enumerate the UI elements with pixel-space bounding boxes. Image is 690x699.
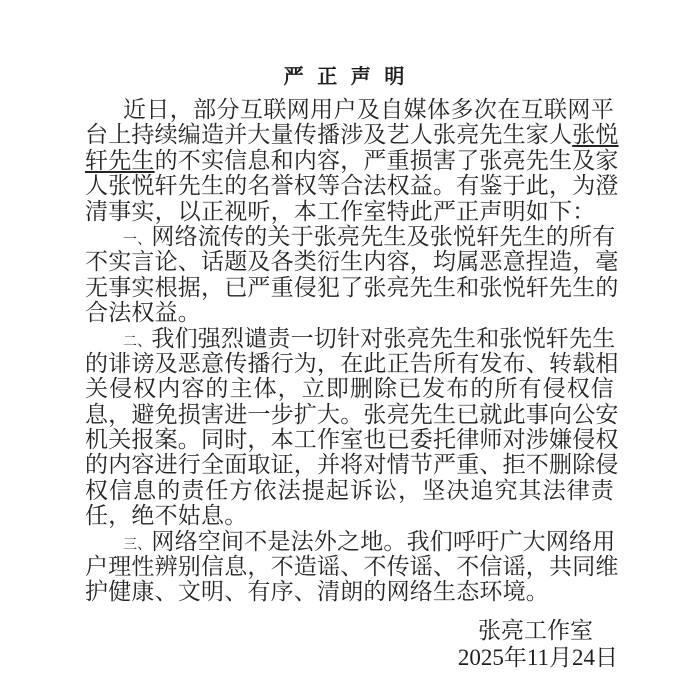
text-segment: 台上持续编造并大量传播涉及艺人张亮先生家人 [85, 121, 573, 148]
list-marker: 三、 [123, 535, 152, 552]
list-marker: 二、 [123, 332, 152, 349]
text-segment: 无事实根据，已严重侵犯了张亮先生和张悦轩先生的 [85, 273, 619, 300]
text-line [85, 349, 619, 376]
text-line [85, 478, 614, 503]
text-line [85, 579, 614, 604]
text-segment: 不实言论、话题及各类衍生内容，均属恶意捏造，毫 [85, 248, 619, 275]
text-segment: 我们强烈谴责一切针对张亮先生和张悦轩先生 [151, 324, 616, 351]
page-title: 严 正 声 明 [283, 66, 407, 88]
text-segment: 网络流传的关于张亮先生及张悦轩先生的所有 [151, 222, 616, 249]
text-line [85, 451, 619, 478]
text-line [85, 426, 619, 453]
text-segment: 护健康、文明、有序、清朗的网络生态环境。 [85, 578, 549, 605]
text-segment: 网络空间不是法外之地。我们呼吁广大网络用 [151, 527, 616, 554]
text-segment: 清事实，以正视听，本工作室特此严正声明如下： [85, 197, 596, 224]
list-marker: 一、 [123, 230, 152, 247]
text-line [85, 503, 614, 528]
paragraph [85, 96, 619, 224]
text-line [85, 97, 614, 122]
signature: 张亮工作室 [478, 616, 593, 643]
text-segment: 机关报案。同时，本工作室也已委托律师对涉嫌侵权 [85, 426, 619, 453]
text-line [85, 326, 614, 351]
text-line [85, 172, 619, 199]
date-line: 2025年11月24日 [457, 644, 618, 670]
text-line [85, 529, 614, 554]
text-line [85, 400, 619, 427]
text-segment: 权信息的责任方依法提起诉讼，坚决追究其法律责 [85, 476, 614, 503]
text-line [85, 121, 619, 148]
paragraph [85, 527, 619, 605]
signature-block [0, 617, 690, 671]
statement-body [85, 96, 619, 605]
text-segment: 关侵权内容的主体，立即删除已发布的所有侵权信 [85, 375, 614, 402]
text-line [85, 224, 614, 249]
text-segment: 的内容进行全面取证，并将对情节严重、拒不删除侵 [85, 451, 619, 478]
text-segment: 近日，部分互联网用户及自媒体多次在互联网平 [123, 96, 614, 122]
text-line [85, 300, 614, 325]
text-line [85, 376, 614, 401]
text-segment: 的诽谤及恶意传播行为，在此正告所有发布、转载相 [85, 349, 619, 376]
text-segment: 人张悦轩先生的名誉权等合法权益。有鉴于此，为澄 [85, 172, 619, 199]
text-line [85, 273, 619, 300]
text-segment: 合法权益。 [85, 299, 201, 326]
underlined-name: 张悦 [572, 121, 619, 148]
text-segment: 息，避免损害进一步扩大。张亮先生已就此事向公安 [85, 400, 619, 427]
underlined-name: 轩先生 [85, 146, 155, 173]
paragraph [85, 324, 619, 529]
text-segment: 户理性辨别信息，不造谣、不传谣、不信谣，共同维 [85, 553, 619, 580]
text-line [85, 199, 614, 224]
text-line [85, 553, 619, 580]
paragraph [85, 222, 619, 326]
text-segment: 任，绝不姑息。 [85, 502, 248, 529]
text-line [85, 248, 619, 275]
text-segment: 的不实信息和内容，严重损害了张亮先生及家 [154, 146, 619, 173]
text-line [85, 146, 619, 173]
